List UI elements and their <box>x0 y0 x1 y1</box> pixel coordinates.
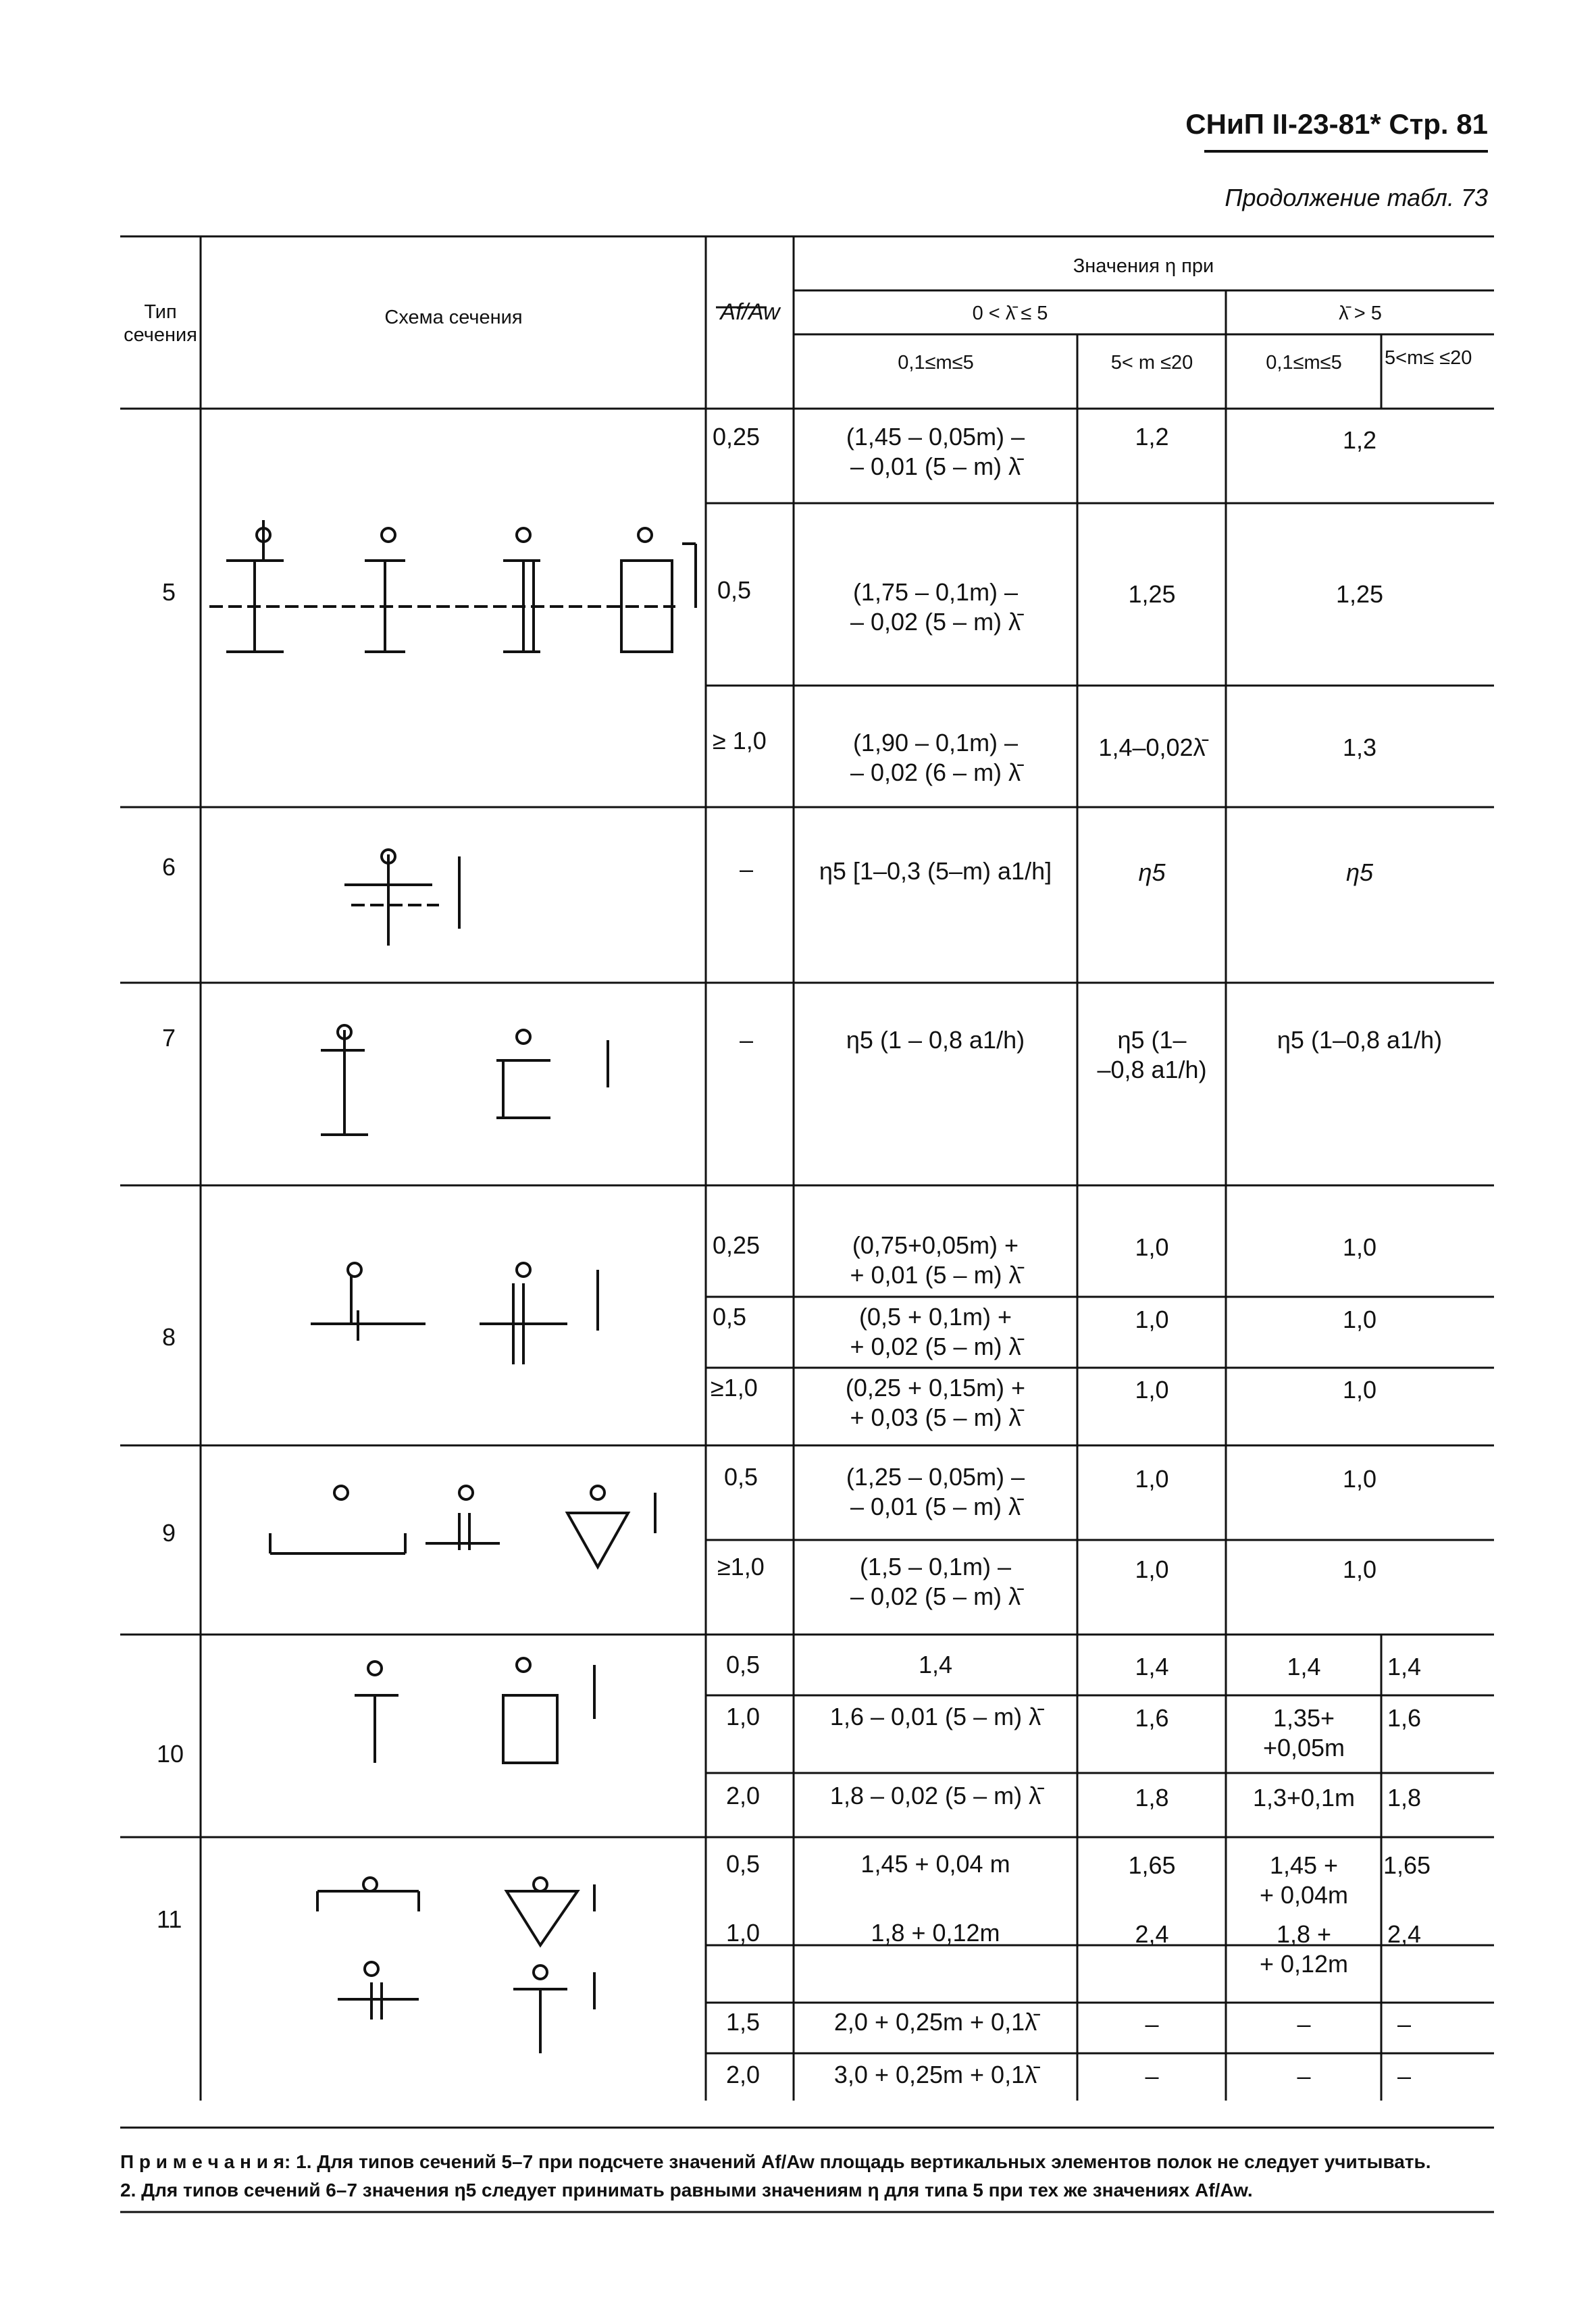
eta-cell-a: (1,45 – 0,05m) – – 0,01 (5 – m) λ̄ <box>846 423 1025 480</box>
eta-cell-b: 1,8 <box>1135 1784 1169 1811</box>
eta-cell-c: 1,0 <box>1342 1555 1377 1583</box>
ratio-cell: 1,0 <box>726 1703 761 1730</box>
eta-cell-c: η5 <box>1345 858 1373 886</box>
eta-cell-a: (0,75+0,05m) + + 0,01 (5 – m) λ̄ <box>850 1231 1021 1289</box>
type-label: 7 <box>162 1024 176 1052</box>
eta-cell-a: (1,25 – 0,05m) – – 0,01 (5 – m) λ̄ <box>846 1463 1025 1520</box>
ratio-cell: – <box>740 855 754 883</box>
eta-cell-c: 1,35+ +0,05m <box>1262 1704 1345 1762</box>
eta-cell-d: – <box>1397 2062 1412 2090</box>
ratio-cell: ≥ 1,0 <box>713 727 767 754</box>
eta-cell-c: 1,45 + + 0,04m <box>1259 1851 1349 1909</box>
eta-cell-a: 3,0 + 0,25m + 0,1λ̄ <box>833 2061 1037 2088</box>
table-continuation-label: Продолжение табл. 73 <box>1225 184 1488 211</box>
eta-cell-c: 1,0 <box>1342 1233 1377 1261</box>
eta-cell-b: 2,4 <box>1135 1920 1169 1948</box>
eta-cell-c: – <box>1297 2062 1311 2090</box>
eta-cell-b: 1,65 <box>1128 1851 1176 1879</box>
ratio-cell: 2,0 <box>726 2061 761 2088</box>
eta-cell-c: 1,8 + + 0,12m <box>1259 1920 1349 1978</box>
note-1: П р и м е ч а н и я: 1. Для типов сечений 5–7 при подсчете значений Af/Aw площадь вертикальных элементов полок не следует учитывать. <box>120 2151 1431 2172</box>
eta-cell-d: 1,6 <box>1387 1704 1422 1732</box>
note-2: 2. Для типов сечений 6–7 значения η5 следует принимать равными значениям η для типа 5 при тех же значениях Af/Aw. <box>120 2180 1253 2201</box>
ratio-cell: 0,25 <box>713 1231 761 1259</box>
eta-cell-a: 1,8 + 0,12m <box>871 1919 1000 1947</box>
eta-cell-a: (0,25 + 0,15m) + + 0,03 (5 – m) λ̄ <box>845 1374 1026 1431</box>
eta-cell-a: 1,4 <box>918 1651 953 1678</box>
eta-cell-a: (1,75 – 0,1m) – – 0,02 (5 – m) λ̄ <box>850 578 1021 636</box>
eta-cell-c: 1,0 <box>1342 1465 1377 1493</box>
eta-cell-b: 1,0 <box>1135 1233 1169 1261</box>
eta-cell-b: – <box>1145 2062 1159 2090</box>
eta-cell-b: η5 (1– –0,8 a1/h) <box>1097 1026 1207 1083</box>
col-header-type: Тип сечения <box>124 301 197 346</box>
eta-header: Значения η при <box>1073 255 1214 277</box>
eta-cell-b: – <box>1145 2010 1159 2038</box>
eta-cell-b: 1,0 <box>1135 1376 1169 1404</box>
range-2-header: λ̄ > 5 <box>1339 303 1382 324</box>
eta-cell-b: 1,0 <box>1135 1306 1169 1333</box>
eta-cell-b: 1,4–0,02λ̄ <box>1098 734 1206 761</box>
type-label: 8 <box>162 1323 176 1351</box>
eta-cell-c: 1,2 <box>1342 426 1377 454</box>
eta-cell-b: 1,25 <box>1128 580 1176 608</box>
ratio-cell: 0,5 <box>724 1463 758 1491</box>
ratio-cell: 1,0 <box>726 1919 761 1947</box>
eta-cell-c: 1,3 <box>1342 734 1377 761</box>
eta-cell-c: 1,4 <box>1287 1653 1321 1680</box>
eta-cell-b: 1,0 <box>1135 1465 1169 1493</box>
ratio-cell: 0,5 <box>726 1850 761 1878</box>
eta-cell-d: 1,8 <box>1387 1784 1422 1811</box>
eta-cell-c: η5 (1–0,8 a1/h) <box>1277 1026 1443 1054</box>
eta-cell-c: 1,0 <box>1342 1306 1377 1333</box>
sub-header-b: 5< m ≤20 <box>1110 352 1193 374</box>
type-label: 6 <box>162 853 176 881</box>
type-label: 11 <box>157 1905 182 1933</box>
ratio-cell: 0,5 <box>726 1651 761 1678</box>
sub-header-c: 0,1≤m≤5 <box>1266 352 1342 374</box>
eta-cell-d: 1,4 <box>1387 1653 1422 1680</box>
eta-cell-a: 2,0 + 0,25m + 0,1λ̄ <box>833 2008 1037 2036</box>
eta-cell-b: 1,4 <box>1135 1653 1169 1680</box>
ratio-cell: 0,5 <box>717 576 752 604</box>
ratio-cell: 0,25 <box>713 423 761 451</box>
eta-cell-c: 1,25 <box>1335 580 1384 608</box>
eta-cell-d: 2,4 <box>1387 1920 1422 1948</box>
sub-header-a: 0,1≤m≤5 <box>898 352 974 374</box>
eta-cell-a: (0,5 + 0,1m) + + 0,02 (5 – m) λ̄ <box>850 1303 1021 1360</box>
eta-cell-d: – <box>1397 2010 1412 2038</box>
col-header-ratio: Af/Aw <box>720 299 780 325</box>
eta-cell-c: 1,3+0,1m <box>1252 1784 1356 1811</box>
eta-cell-c: 1,0 <box>1342 1376 1377 1404</box>
eta-cell-b: 1,2 <box>1135 423 1169 451</box>
ratio-cell: ≥1,0 <box>711 1374 758 1402</box>
eta-cell-a: 1,6 – 0,01 (5 – m) λ̄ <box>829 1703 1041 1730</box>
ratio-cell: – <box>740 1026 754 1054</box>
eta-cell-c: – <box>1297 2010 1311 2038</box>
eta-cell-a: (1,5 – 0,1m) – – 0,02 (5 – m) λ̄ <box>850 1553 1021 1610</box>
range-1-header: 0 < λ̄ ≤ 5 <box>972 303 1048 324</box>
type-label: 5 <box>162 578 176 606</box>
eta-cell-a: 1,8 – 0,02 (5 – m) λ̄ <box>829 1782 1041 1809</box>
type-label: 9 <box>162 1519 176 1547</box>
col-header-scheme: Схема сечения <box>384 307 523 328</box>
ratio-cell: 0,5 <box>713 1303 747 1331</box>
eta-cell-b: η5 <box>1138 858 1166 886</box>
eta-cell-a: η5 (1 – 0,8 a1/h) <box>846 1026 1025 1054</box>
eta-cell-d: 1,65 <box>1383 1851 1431 1879</box>
ratio-cell: 2,0 <box>726 1782 761 1809</box>
sub-header-d: 5<m≤ ≤20 <box>1385 347 1472 369</box>
type-label: 10 <box>157 1740 184 1768</box>
eta-cell-a: 1,45 + 0,04 m <box>860 1850 1010 1878</box>
page-id: СНиП II-23-81* Стр. 81 <box>1185 108 1488 140</box>
ratio-cell: 1,5 <box>726 2008 761 2036</box>
eta-cell-b: 1,6 <box>1135 1704 1169 1732</box>
eta-cell-b: 1,0 <box>1135 1555 1169 1583</box>
eta-cell-a: η5 [1–0,3 (5–m) a1/h] <box>819 857 1052 885</box>
ratio-cell: ≥1,0 <box>717 1553 765 1580</box>
eta-cell-a: (1,90 – 0,1m) – – 0,02 (6 – m) λ̄ <box>850 729 1021 786</box>
